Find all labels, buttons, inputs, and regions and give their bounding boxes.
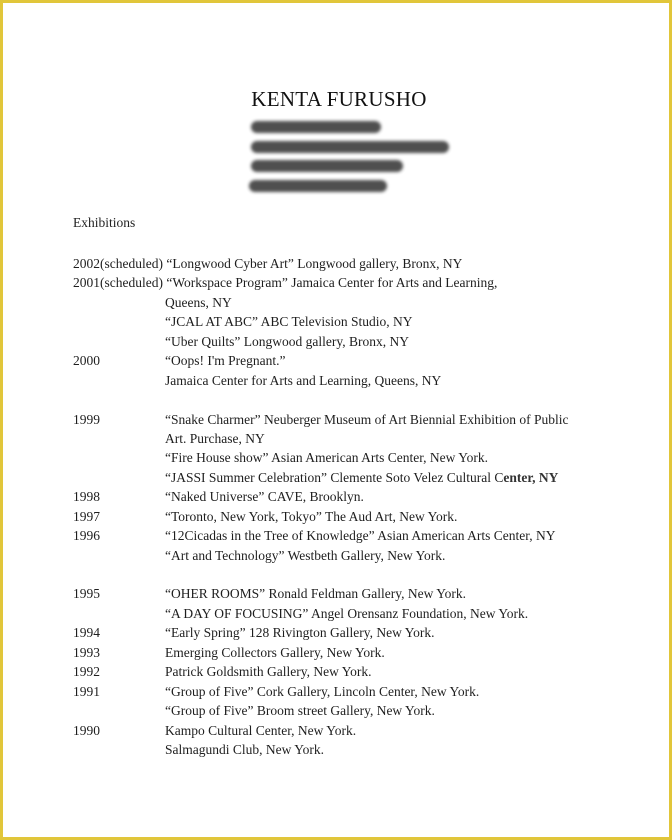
entry-text-main: “Toronto, New York, Tokyo” The Aud Art, New York. (165, 508, 458, 524)
entry-text-main: “Early Spring” 128 Rivington Gallery, New York. (165, 625, 435, 641)
entry-text-main: “Uber Quilts” Longwood gallery, Bronx, NY (165, 333, 409, 349)
entry-text-main: Salmagundi Club, New York. (165, 741, 325, 757)
entry-text-main: “JASSI Summer Celebration” Clemente Soto Velez Cultural C (165, 469, 504, 485)
entry-text (165, 623, 434, 642)
entry-text-main: “Group of Five” Broom street Gallery, New York. (165, 703, 435, 719)
entry-text (165, 662, 371, 681)
entry-text (165, 371, 441, 390)
entry-text (165, 468, 558, 487)
exhibition-entry (3, 371, 672, 390)
entry-text (165, 526, 556, 545)
entry-year: 1994 (73, 625, 100, 641)
exhibition-entry (3, 448, 672, 467)
exhibition-entry (3, 273, 672, 292)
entry-text-main: Kampo Cultural Center, New York. (165, 722, 357, 738)
entry-text-main: “12Cicadas in the Tree of Knowledge” Asian American Arts Center, NY (165, 528, 556, 544)
entry-text-main: Jamaica Center for Arts and Learning, Queens, NY (165, 372, 442, 388)
entry-text (165, 643, 385, 662)
exhibition-entry (3, 254, 672, 273)
section-title-exhibitions: Exhibitions (73, 215, 136, 230)
entry-text-bold: enter, NY (503, 469, 559, 485)
entry-text-main: “Snake Charmer” Neuberger Museum of Art Biennial Exhibition of Public (165, 411, 569, 427)
exhibition-list (3, 254, 672, 759)
entry-year: 1990 (73, 722, 100, 738)
entry-year: 1991 (73, 683, 100, 699)
exhibition-entry (3, 487, 672, 506)
entry-text-main: “Naked Universe” CAVE, Brooklyn. (165, 489, 364, 505)
entry-text (165, 604, 528, 623)
entry-text (165, 701, 435, 720)
exhibition-entry (3, 546, 672, 565)
entry-text (165, 312, 412, 331)
redacted-address-line-1 (251, 121, 381, 133)
entry-text-main: “OHER ROOMS” Ronald Feldman Gallery, New York. (165, 586, 466, 602)
exhibition-entry (3, 623, 672, 642)
entry-year: 1993 (73, 644, 100, 660)
resume-name: KENTA FURUSHO (251, 87, 427, 111)
list-spacer (3, 565, 672, 584)
redacted-phone-line (251, 160, 403, 172)
entry-year: 1997 (73, 508, 100, 524)
entry-text-main: “Oops! I'm Pregnant.” (165, 353, 286, 369)
exhibition-entry (3, 643, 672, 662)
exhibition-entry (3, 604, 672, 623)
entry-text (165, 487, 364, 506)
entry-text (165, 332, 409, 351)
exhibition-entry (3, 740, 672, 759)
entry-text (165, 546, 445, 565)
exhibition-entry (3, 701, 672, 720)
entry-line: 2001(scheduled) “Workspace Program” Jamaica Center for Arts and Learning, (73, 275, 498, 291)
entry-text-main: “JCAL AT ABC” ABC Television Studio, NY (165, 314, 413, 330)
exhibition-entry (3, 662, 672, 681)
entry-text (165, 721, 356, 740)
entry-text-main: “Group of Five” Cork Gallery, Lincoln Center, New York. (165, 683, 480, 699)
exhibition-entry (3, 351, 672, 370)
exhibition-entry (3, 312, 672, 331)
entry-text (165, 448, 488, 467)
list-spacer (3, 390, 672, 409)
exhibition-entry (3, 410, 672, 429)
entry-line: 2002(scheduled) “Longwood Cyber Art” Longwood gallery, Bronx, NY (73, 256, 463, 271)
entry-text (165, 682, 479, 701)
exhibition-entry (3, 293, 672, 312)
entry-text (165, 429, 265, 448)
entry-year: 1998 (73, 489, 100, 505)
exhibition-entry (3, 682, 672, 701)
redacted-email-line (249, 180, 387, 192)
exhibition-entry (3, 584, 672, 603)
redacted-address-line-2 (251, 141, 449, 153)
exhibition-entry (3, 429, 672, 448)
entry-text-main: Emerging Collectors Gallery, New York. (165, 644, 385, 660)
entry-year: 1995 (73, 586, 100, 602)
entry-year: 1992 (73, 664, 100, 680)
entry-year: 1999 (73, 411, 100, 427)
entry-text-main: Patrick Goldsmith Gallery, New York. (165, 664, 372, 680)
entry-text (165, 507, 457, 526)
entry-text-main: Art. Purchase, NY (165, 430, 265, 446)
entry-text-main: “Art and Technology” Westbeth Gallery, New York. (165, 547, 446, 563)
exhibition-entry (3, 468, 672, 487)
entry-text (165, 740, 324, 759)
exhibition-entry (3, 526, 672, 545)
entry-year: 2000 (73, 353, 100, 369)
entry-text-main: “Fire House show” Asian American Arts Center, New York. (165, 450, 489, 466)
exhibition-entry (3, 507, 672, 526)
exhibition-entry (3, 721, 672, 740)
entry-text (165, 410, 569, 429)
entry-text (165, 584, 466, 603)
exhibition-entry (3, 332, 672, 351)
entry-text-main: “A DAY OF FOCUSING” Angel Orensanz Foundation, New York. (165, 605, 529, 621)
entry-text (165, 351, 286, 370)
entry-year: 1996 (73, 528, 100, 544)
entry-text-main: Queens, NY (165, 294, 232, 310)
entry-text (165, 293, 232, 312)
